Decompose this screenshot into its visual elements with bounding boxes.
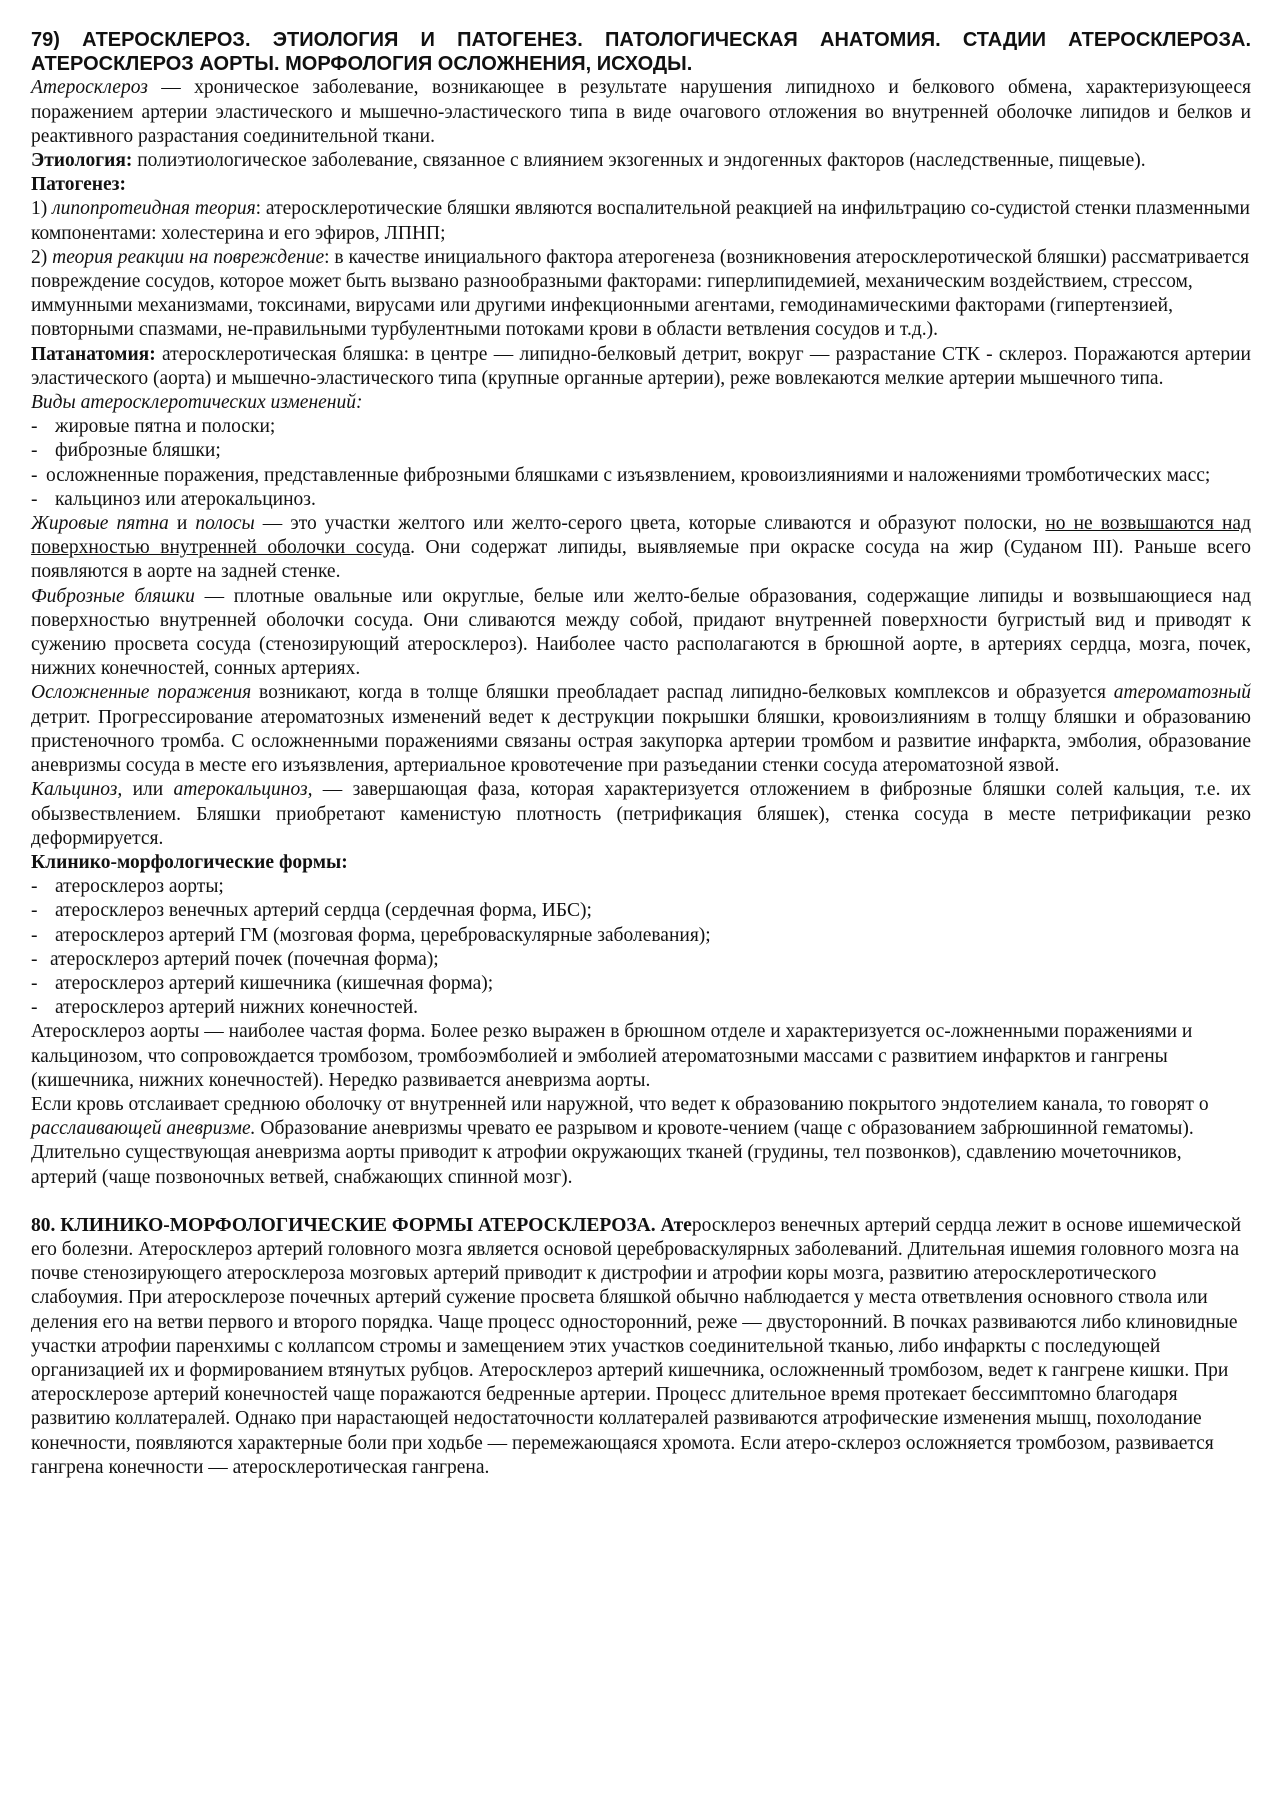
pathanatomy-text: атеросклеротическая бляшка: в центре — липидно-белковый детрит, вокруг — разрастание СТК - склероз. Поражаются артерии эластического (аорта) и мышечно-эластического типа (крупные органные артерии), реже вовлекаются мелкие артерии мышечного типа.	[31, 343, 1251, 389]
definition-paragraph	[31, 76, 1251, 149]
theory-1-number: 1)	[31, 198, 53, 220]
section-79-title: 79) АТЕРОСКЛЕРОЗ. ЭТИОЛОГИЯ И ПАТОГЕНЕЗ. ПАТОЛОГИЧЕСКАЯ АНАТОМИЯ. СТАДИИ АТЕРОСКЛЕРОЗА. АТЕРОСКЛЕРОЗ АОРТЫ. МОРФОЛОГИЯ ОСЛОЖНЕНИЯ, ИСХОДЫ.	[31, 29, 1251, 76]
list-item: - атеросклероз артерий ГМ (мозговая форма, цереброваскулярные заболевания);	[31, 924, 711, 946]
forms-list	[31, 875, 1251, 1020]
forms-heading: Клинико-морфологические формы:	[31, 851, 348, 873]
definition-term: Атеросклероз	[31, 77, 148, 99]
theory-2-paragraph	[31, 246, 1251, 343]
pathanatomy-label: Патанатомия:	[31, 343, 156, 365]
list-item: - атеросклероз артерий почек (почечная форма);	[31, 948, 439, 970]
pathogenesis-label: Патогенез:	[31, 174, 126, 196]
fibrous-term: Фиброзные бляшки	[31, 585, 195, 607]
etiology-paragraph	[31, 149, 1251, 173]
section-80-title: 80. КЛИНИКО-МОРФОЛОГИЧЕСКИЕ ФОРМЫ АТЕРОСКЛЕРОЗА. Ате	[31, 1214, 692, 1236]
types-heading: Виды атеросклеротических изменений:	[31, 392, 363, 414]
section-gap	[31, 1190, 1251, 1214]
theory-1-text: : атеросклеротические бляшки являются воспалительной реакцией на инфильтрацию со-судистой стенки плазменными компонентами: холестерина и его эфиров, ЛПНП;	[31, 198, 1250, 244]
types-list	[31, 415, 1251, 512]
calcinosis-term-2: атерокальциноз,	[173, 779, 313, 801]
section-80-paragraph	[31, 1214, 1251, 1480]
theory-2-name: теория реакции на повреждение	[52, 246, 325, 268]
calcinosis-paragraph: Кальциноз, или атерокальциноз, — завершающая фаза, которая характеризуется отложением в фиброзные бляшки солей кальция, т.е. их обызвествлением. Бляшки приобретают каменистую плотность (петрификация бляшек), стенка сосуда в месте петрификации резко деформируется.	[31, 779, 1251, 849]
list-item: - кальциноз или атерокальциноз.	[31, 488, 316, 510]
theory-1-name: липопротеидная теория	[52, 198, 256, 220]
list-item: - атеросклероз артерий нижних конечностей.	[31, 997, 419, 1019]
list-item: - фиброзные бляшки;	[31, 440, 221, 462]
theory-1-paragraph	[31, 197, 1251, 245]
pathanatomy-paragraph	[31, 343, 1251, 391]
etiology-text: полиэтиологическое заболевание, связанное с влиянием экзогенных и эндогенных факторов (наследственные, пищевые).	[132, 150, 1146, 172]
list-item: - атеросклероз артерий кишечника (кишечная форма);	[31, 972, 494, 994]
fibrous-plaques-paragraph: Фиброзные бляшки — плотные овальные или округлые, белые или желто-белые образования, содержащие липиды и возвышающиеся над поверхностью внутренней оболочки сосуда. Они сливаются между собой, придают внутренней поверхности бугристый вид и приводят к сужению просвета сосуда (стенозирующий атеросклероз). Наиболее часто располагаются в брюшной аорте, в артериях сердца, мозга, почек, нижних конечностей, сонных артериях.	[31, 585, 1251, 680]
dissecting-aneurysm-term: расслаивающей аневризме.	[31, 1118, 256, 1140]
definition-text: — хроническое заболевание, возникающее в результате нарушения липиднохо и белкового обмена, характеризующееся поражением артерии эластического и мышечно-эластического типа в виде очагового отложения во внутренней оболочке липидов и белков и реактивного разрастания соединительной ткани.	[31, 77, 1251, 147]
list-item: - осложненные поражения, представленные фиброзными бляшками с изъязвлением, кровоизлияниями и наложениями тромботических масс;	[31, 464, 1211, 486]
fatty-underlined: но не возвышаются над поверхностью внутренней оболочки сосуда	[31, 513, 1251, 559]
document-page	[31, 28, 1251, 1480]
dissecting-aneurysm-paragraph: Если кровь отслаивает среднюю оболочку от внутренней или наружной, что ведет к образованию покрытого эндотелием канала, то говорят о расслаивающей аневризме. Образование аневризмы чревато ее разрывом и кровоте-чением (чаще с образованием забрюшинной гематомы). Длительно существующая аневризма аорты приводит к атрофии окружающих тканей (грудины, тел позвонков), сдавлению мочеточников, артерий (чаще позвоночных ветвей, снабжающих спинной мозг).	[31, 1093, 1209, 1188]
fatty-streaks-paragraph: Жировые пятна и полосы — это участки желтого или желто-серого цвета, которые сливаются и образуют полоски, но не возвышаются над поверхностью внутренней оболочки сосуда. Они содержат липиды, выявляемые при окраске сосуда на жир (Суданом III). Раньше всего появляются в аорте на задней стенке.	[31, 513, 1251, 583]
list-item: - атеросклероз аорты;	[31, 876, 224, 898]
calcinosis-term-1: Кальциноз,	[31, 779, 123, 801]
list-item: - жировые пятна и полоски;	[31, 416, 276, 438]
fatty-term-1: Жировые пятна	[31, 513, 169, 535]
etiology-label: Этиология:	[31, 150, 133, 172]
complicated-lesions-paragraph: Осложненные поражения возникают, когда в толще бляшки преобладает распад липидно-белковых комплексов и образуется атероматозный детрит. Прогрессирование атероматозных изменений ведет к деструкции покрышки бляшки, кровоизлияниям в толщу бляшки и образованию пристеночного тромба. С осложненными поражениями связаны острая закупорка артерии тромбом и развитие инфаркта, эмболия, образование аневризмы сосуда в месте его изъязвления, артериальное кровотечение при разъедании стенки сосуда атероматозной язвой.	[31, 682, 1251, 777]
list-item: - атеросклероз венечных артерий сердца (сердечная форма, ИБС);	[31, 900, 592, 922]
complicated-term: Осложненные поражения	[31, 682, 252, 704]
fatty-term-2: полосы	[195, 513, 255, 535]
aorta-paragraph: Атеросклероз аорты — наиболее частая форма. Более резко выражен в брюшном отделе и характеризуется ос-ложненными поражениями и кальцинозом, что сопровождается тромбозом, тромбоэмболией и эмболией атероматозными массами с развитием инфарктов и гангрены (кишечника, нижних конечностей). Нередко развивается аневризма аорты.	[31, 1021, 1193, 1091]
atheromatous-term: атероматозный	[1113, 682, 1251, 704]
section-80-text: росклероз венечных артерий сердца лежит в основе ишемической его болезни. Атеросклероз артерий головного мозга является основой цереброваскулярных заболеваний. Длительная ишемия головного мозга на почве стенозирующего атеросклероза мозговых артерий приводит к дистрофии и атрофии коры мозга, развитию атеросклеротического слабоумия. При атеросклерозе почечных артерий сужение просвета бляшкой обычно наблюдается у места ответвления основного ствола или деления его на ветви первого и второго порядка. Чаще процесс односторонний, реже — двусторонний. В почках развиваются либо клиновидные участки атрофии паренхимы с коллапсом стромы и замещением этих участков соединительной тканью, либо инфаркты с последующей организацией их и формированием втянутых рубцов. Атеросклероз артерий кишечника, осложненный тромбозом, ведет к гангрене кишки. При атеросклерозе артерий конечностей чаще поражаются бедренные артерии. Процесс длительное время протекает бессимптомно благодаря развитию коллатералей. Однако при нарастающей недостаточности коллатералей развиваются атрофические изменения мышц, похолодание конечности, появляются характерные боли при ходьбе — перемежающаяся хромота. Если атеро-склероз осложняется тромбозом, развивается гангрена конечности — атеросклеротическая гангрена.	[31, 1214, 1242, 1478]
theory-2-number: 2)	[31, 246, 53, 268]
theory-2-text: : в качестве инициального фактора атерогенеза (возникновения атеросклеротической бляшки) рассматривается повреждение сосудов, которое может быть вызвано разнообразными факторами: гиперлипидемией, механическим воздействием, стрессом, иммунными механизмами, токсинами, вирусами или другими инфекционными агентами, гемодинамическими факторами (гипертензией, повторными спазмами, не-правильными турбулентными потоками крови в области ветвления сосудов и т.д.).	[31, 246, 1250, 341]
